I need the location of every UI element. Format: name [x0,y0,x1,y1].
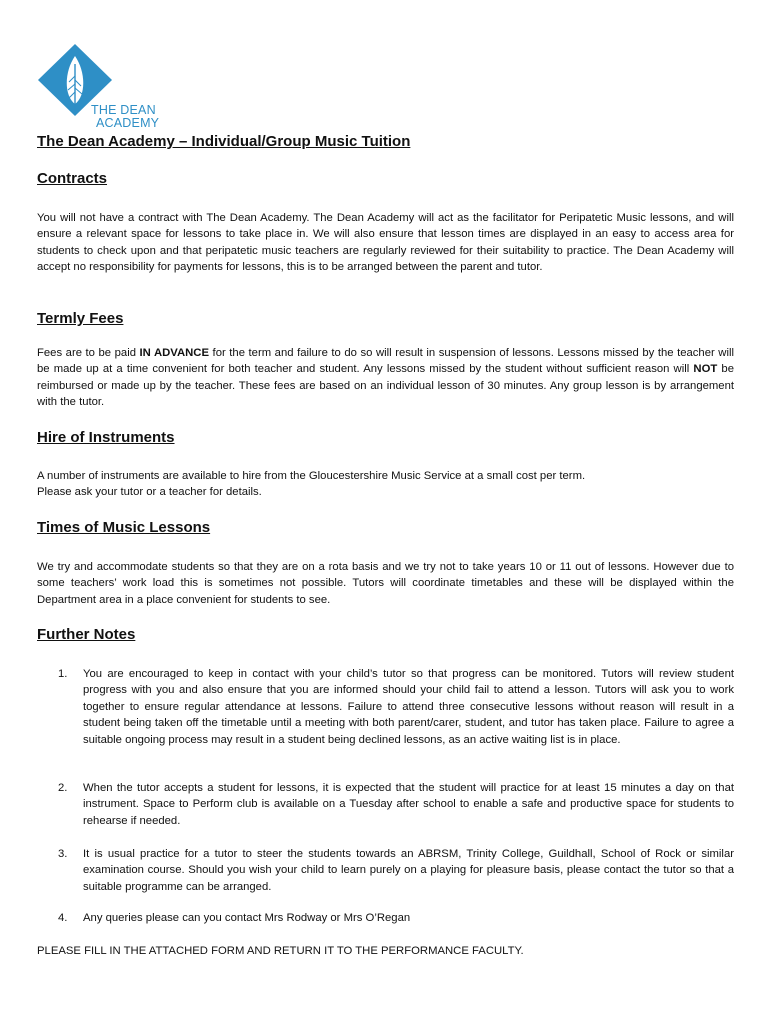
list-item-number: 3. [58,848,68,860]
logo-text-line1: THE DEAN [91,103,156,117]
list-item: You are encouraged to keep in contact with your child’s tutor so that progress can be monitored. Tutors will review student progress with you and also ensure that you are informed should your child fail to attend a lesson. Tutors will ask you to work together to ensure regular attendance at lessons. Failure to attend three consecutive lessons without reason will result in a student being taken off the timetable until a meeting with both parent/carer, student, and tutor has taken place. Failure to agree a suitable ongoing process may result in a student being declined lessons, as an active waiting list is in place. [83,668,734,746]
list-item-number: 4. [58,912,68,924]
return-form-instruction: PLEASE FILL IN THE ATTACHED FORM AND RETURN IT TO THE PERFORMANCE FACULTY. [37,945,524,957]
heading-further-notes: Further Notes [37,626,136,643]
list-item: It is usual practice for a tutor to steer the students towards an ABRSM, Trinity College, Guildhall, School of Rock or similar examination course. Should you wish your child to learn purely on a playing for pleasure basis, please contact the tutor so that a suitable programme can be arranged. [83,848,734,893]
contracts-paragraph: You will not have a contract with The Dean Academy. The Dean Academy will act as the facilitator for Peripatetic Music lessons, and will ensure a relevant space for lessons to take place in. We will also ensure that lesson times are displayed in an easy to access area for students to check upon and that peripatetic music teachers are regularly reviewed for their suitability to practice. The Dean Academy will accept no responsibility for payments for lessons, this is to be arranged between the parent and tutor. [37,212,734,274]
list-item: When the tutor accepts a student for lessons, it is expected that the student will practice for at least 15 minutes a day on that instrument. Space to Perform club is available on a Tuesday after school to enable a safe and productive space for students to rehearse if needed. [83,782,734,827]
times-paragraph: We try and accommodate students so that they are on a rota basis and we try not to take years 10 or 11 out of lessons. However due to some teachers’ work load this is sometimes not possible. Tutors will coordinate timetables and these will be displayed within the Department area in a place convenient for students to see. [37,561,734,606]
heading-times-of-music-lessons: Times of Music Lessons [37,519,211,536]
heading-hire-of-instruments: Hire of Instruments [37,429,175,446]
fees-in-advance-emphasis: IN ADVANCE [139,347,209,359]
list-item: Any queries please can you contact Mrs Rodway or Mrs O’Regan [83,912,411,924]
list-item-number: 2. [58,782,68,794]
hire-line-2: Please ask your tutor or a teacher for details. [37,486,262,499]
fees-not-emphasis: NOT [693,363,718,376]
logo-text-line2: ACADEMY [96,116,160,130]
hire-line-1: A number of instruments are available to hire from the Gloucestershire Music Service at a small cost per term. [37,470,586,482]
heading-termly-fees: Termly Fees [37,310,124,327]
list-item-number: 1. [58,668,68,680]
fees-paragraph: Fees are to be paid IN ADVANCE for the term and failure to do so will result in suspension of lessons. Lessons missed by the teacher will be made up at a time convenient for both teacher and student. Any lessons missed by the student without sufficient reason will NOT be reimbursed or made up by the teacher. These fees are based on an individual lesson of 30 minutes. Any group lesson is by arrangement with the tutor. [37,347,734,409]
hire-paragraph [37,468,734,501]
heading-contracts: Contracts [37,170,108,187]
page-title: The Dean Academy – Individual/Group Music Tuition [37,133,411,150]
